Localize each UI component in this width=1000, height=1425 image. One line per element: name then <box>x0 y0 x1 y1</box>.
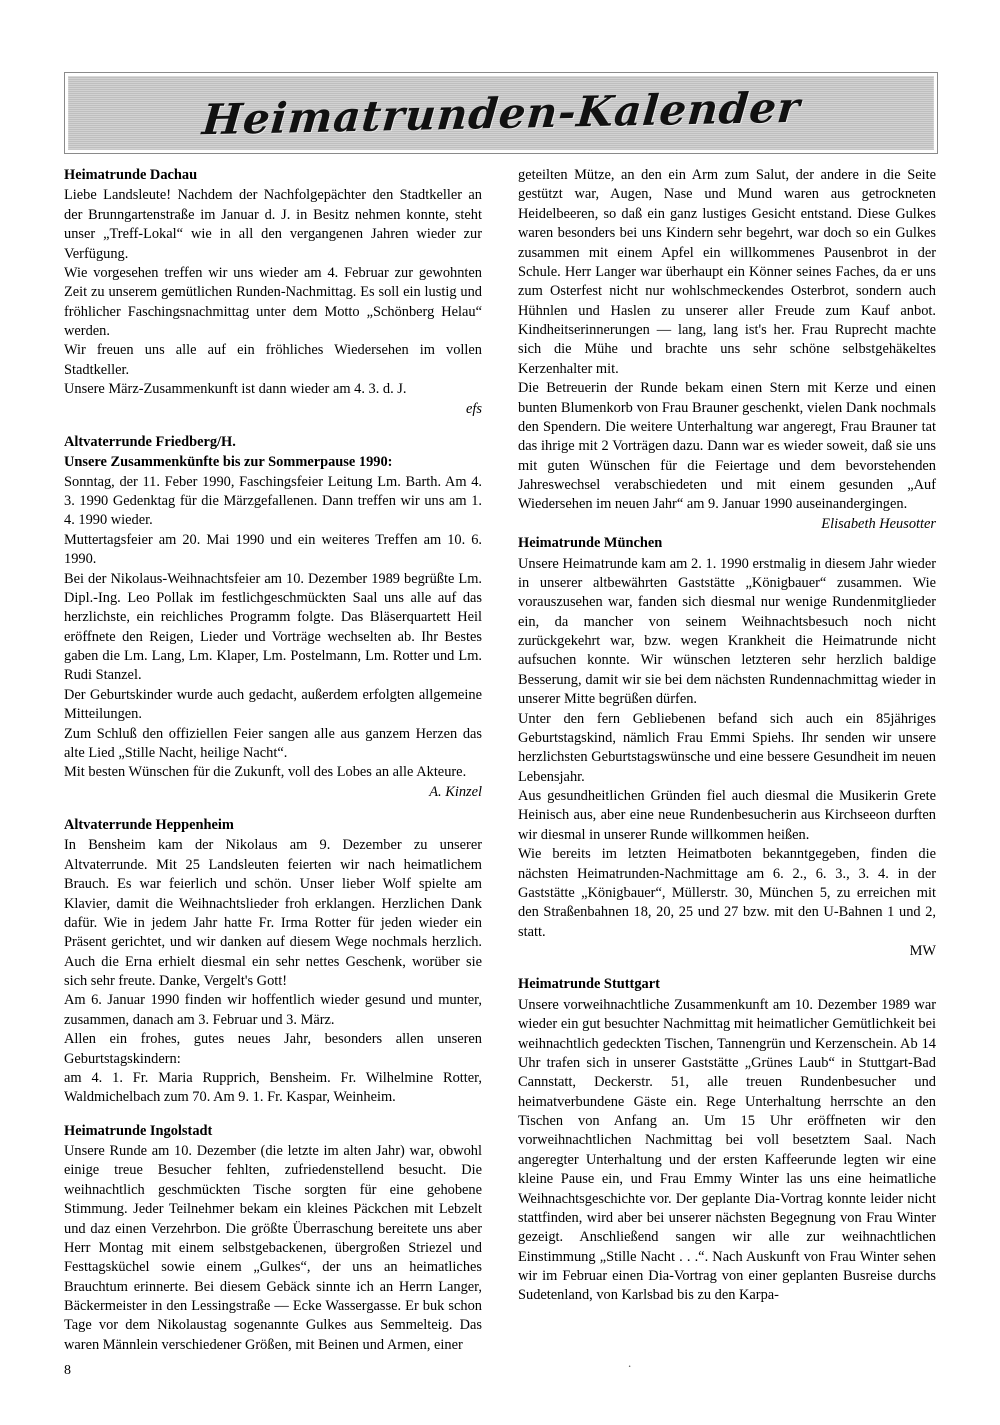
paragraph: Unsere Runde am 10. Dezember (die letzte im alten Jahr) war, obwohl einige treue Besucher fehlten, zufriedenstellend besucht. Die weihnachtlich geschmückten Tische sorgten für eine gehobene Stimmung. Jeder Teilnehmer bekam ein kleines Päckchen mit Lebzelt und daz einen Verzehrbon. Die größte Überraschung bereitete uns aber Herr Montag mit einem selbstgebackenen, übergroßen Striezel und Festtagsküchel sowie einem „Gulkes“, der uns an heimatliches Brauchtum erinnerte. Bei diesem Gebäck sinnte ich an Herrn Langer, Bäckermeister in den Lessingstraße — Ecke Wassergasse. Er buk schon Tage vor dem Nikolaustag sogenannte Gulkes aus Semmelteig. Das waren Männlein verschiedener Größen, mit Beinen und Armen, einer <box>64 1143 482 1353</box>
paragraph: geteilten Mütze, an den ein Arm zum Salut, der andere in die Seite gestützt war, Augen, Nase und Mund waren aus getrockneten Heidelbeeren, so daß ein ganz lustiges Gesicht entstand. Diese Gulkes waren besonders bei uns Kindern sehr begehrt, war doch so ein Gulkes zusammen mit einem Apfel ein willkommenes Pausenbrot in der Schule. Herr Langer war überhaupt ein Könner seines Faches, da er uns zum Osterfest nicht nur wohlschmeckendes Osterbrot, sondern auch Hühnlen und Haslen zu unserer aller Freude zum Kauf anbot. Kindheitserinnerungen — lang, lang ist's her. Frau Ruprecht machte sich die Mühe und brachte uns sehr schöne selbstgehäkeltes Kerzenhalter mit. <box>518 167 936 377</box>
page-title: Heimatrunden-Kalender <box>199 82 803 144</box>
paragraph: Unsere Heimatrunde kam am 2. 1. 1990 erstmalig in diesem Jahr wieder in unserer altbewährten Gaststätte „Königbauer“ zusammen. Wie vorauszusehen war, fanden sich diesmal nur wenige Rundenmitglieder ein, da mancher von seinem Weihnachtsbesuch noch nicht zurückgekehrt war, bzw. wegen Krankheit die Heimatrunde nicht aufsuchen konnte. Wir wünschen letzteren sehr herzlich baldige Besserung, damit wir sie bei dem nächsten Rundennachmittag wieder in unserer Mitte begrüßen dürfen. <box>518 555 936 708</box>
section-heading-muenchen: Heimatrunde München <box>518 535 663 552</box>
section-heading-heppenheim: Altvaterrunde Heppenheim <box>64 817 234 833</box>
section-subheading-friedberg: Unsere Zusammenkünfte bis zur Sommerpause 1990: <box>64 454 393 471</box>
print-tick-mark: . <box>628 1355 632 1370</box>
left-column <box>64 166 482 1353</box>
masthead-inner <box>69 77 933 149</box>
paragraph: In Bensheim kam der Nikolaus am 9. Dezember zu unserer Altvaterrunde. Mit 25 Landsleuten feierten wir nach heimatlichem Brauch. Es war feierlich und schön. Unser lieber Wolf spielte am Klavier, damit die Weihnachtslieder froh erklangen. Herzlichen Dank dafür. Wie in jedem Jahr hatte Fr. Irma Rotter für jeden wieder ein Präsent gerichtet, und wir danken auf diesem Wege nochmals herzlich. Auch die Erna erhielt diesmal ein sehr nettes Geschenk, worüber sie sich sehr freute. Danke, Vergelt's Gott! <box>64 837 482 989</box>
paragraph: Muttertagsfeier am 20. Mai 1990 und ein weiteres Treffen am 10. 6. 1990. <box>64 531 482 568</box>
paragraph: Mit besten Wünschen für die Zukunft, voll des Lobes an alle Akteure. <box>64 764 467 781</box>
page-number: 8 <box>64 1363 71 1378</box>
paragraph: Wie bereits im letzten Heimatboten bekanntgegeben, finden die nächsten Heimatrunden-Nachmittage am 6. 2., 6. 3., 3. 4. in der Gaststätte „Königbauer“, Müllerstr. 30, München 5, zu erreichen mit den Straßenbahnen 18, 20, 25 und 27 bzw. mit den U-Bahnen 1 und 2, statt. <box>518 846 936 940</box>
paragraph: Unsere vorweihnachtliche Zusammenkunft am 10. Dezember 1989 war wieder ein gut besuchter Nachmittag mit heimatlicher Gemütlichkeit bei weihnachtlich gedeckten Tischen, Tannengrün und Kerzenschein. Ab 14 Uhr trafen sich in unserer Gaststätte „Grünes Laub“ in Stuttgart-Bad Cannstatt, Deckerstr. 51, alle treuen Rundenbesucher und heimatverbundene Gäste ein. Rege Unterhaltung herrschte an den Tischen von Anfang an. Um 15 Uhr eröffneten wir den vorweihnachtlichen Nachmittag bei voll besetztem Saal. Nach angeregter Unterhaltung und der ersten Kaffeerunde legten wir eine kleine Pause ein, und Frau Emmy Winter las uns eine heimatliche Weihnachtsgeschichte vor. Der geplante Dia-Vortrag konnte leider nicht stattfinden, wird aber bei unserer nächsten Begegnung von Frau Winter gezeigt. Anschließend sangen wir alle zur weihnachtlichen Einstimmung „Stille Nacht . . .“. Nach Auskunft von Frau Winter sehen wir im Februar einen Dia-Vortrag von einer geplanten Busreise durchs Sudetenland, von Karlsbad bis zu den Karpa- <box>518 996 936 1304</box>
section-heading-ingolstadt: Heimatrunde Ingolstadt <box>64 1122 213 1139</box>
masthead-banner <box>64 72 938 154</box>
signature: efs <box>466 400 482 417</box>
paragraph: Liebe Landsleute! Nachdem der Nachfolgepächter den Stadtkeller an der Brunngartenstraße im Januar d. J. in Besitz nehmen konnte, steht unser „Treff-Lokal“ wie in all den vergangenen Jahren wieder zur Verfügung. <box>64 187 482 262</box>
signature: A. Kinzel <box>429 783 482 800</box>
paragraph: Die Betreuerin der Runde bekam einen Stern mit Kerze und einen bunten Blumenkorb von Frau Brauner geschenkt, vielen Dank nochmals den Spendern. Die weitere Unterhaltung war angeregt, Frau Brauner tat das ihrige mit 2 Vorträgen dazu. Dann war es wieder soweit, daß sie uns mit guten Wünschen für die Feiertage und dem bevorstehenden Jahreswechsel verabschiedeten und mit einem gesunden „Auf Wiedersehen im neuen Jahr“ am 9. Januar 1990 auseinandergingen. <box>518 380 936 513</box>
section-heading-friedberg: Altvaterrunde Friedberg/H. <box>64 433 236 450</box>
paragraph: Unter den fern Gebliebenen befand sich auch ein 85jähriges Geburtstagskind, nämlich Frau Emmi Spiehs. Ihr senden wir unsere herzlichsten Geburtstagswünsche und eine bessere Gesundheit im neuen Lebensjahr. <box>518 710 936 785</box>
paragraph: Allen ein frohes, gutes neues Jahr, besonders allen unseren Geburtstagskindern: <box>64 1031 482 1067</box>
article-columns <box>64 166 936 1353</box>
right-column <box>518 166 936 1332</box>
paragraph: Am 6. Januar 1990 finden wir hoffentlich wieder gesund und munter, zusammen, danach am 3. Februar und 3. März. <box>64 992 482 1028</box>
paragraph: Der Geburtskinder wurde auch gedacht, außerdem erfolgten allgemeine Mitteilungen. <box>64 686 482 723</box>
paragraph: am 4. 1. Fr. Maria Rupprich, Bensheim. Fr. Wilhelmine Rotter, Waldmichelbach zum 70. Am 9. 1. Fr. Kaspar, Weinheim. <box>64 1069 482 1106</box>
paragraph: Sonntag, der 11. Feber 1990, Faschingsfeier Leitung Lm. Barth. Am 4. 3. 1990 Gedenktag für die Märzgefallenen. Dann treffen wir uns am 1. 4. 1990 wieder. <box>64 473 482 529</box>
paragraph: Wie vorgesehen treffen wir uns wieder am 4. Februar zur gewohnten Zeit zu unserem gemütlichen Runden-Nachmittag. Es soll ein lustig und fröhlicher Faschingsnachmittag unter dem Motto „Schönberg Helau“ werden. <box>64 264 482 339</box>
paragraph: Aus gesundheitlichen Gründen fiel auch diesmal die Musikerin Grete Heinisch aus, aber eine neue Rundenbesucherin aus Kirchseeon durften wir diesmal in unserer Runde willkommen heißen. <box>518 788 936 843</box>
paragraph: Zum Schluß den offiziellen Feier sangen alle aus ganzem Herzen das alte Lied „Stille Nacht, heilige Nacht“. <box>64 725 482 761</box>
section-heading-stuttgart: Heimatrunde Stuttgart <box>518 976 660 993</box>
paragraph: Wir freuen uns alle auf ein fröhliches Wiedersehen im vollen Stadtkeller. <box>64 342 482 378</box>
paragraph: Bei der Nikolaus-Weihnachtsfeier am 10. Dezember 1989 begrüßte Lm. Dipl.-Ing. Leo Pollak im festlichgeschmückten Saal uns alle auf das herzlichste, ein reichliches Programm folgte. Das Bläserquartett Heil eröffnete den Reigen, Lieder und Vorträge wechselten ab. Ihr Bestes gaben die Lm. Lang, Lm. Klaper, Lm. Postelmann, Lm. Rotter und Lm. Rudi Stanzel. <box>64 570 482 684</box>
section-heading-dachau: Heimatrunde Dachau <box>64 167 198 183</box>
signature: MW <box>909 943 936 959</box>
signature: Elisabeth Heusotter <box>821 515 936 532</box>
paragraph: Unsere März-Zusammenkunft ist dann wieder am 4. 3. d. J. <box>64 381 407 398</box>
